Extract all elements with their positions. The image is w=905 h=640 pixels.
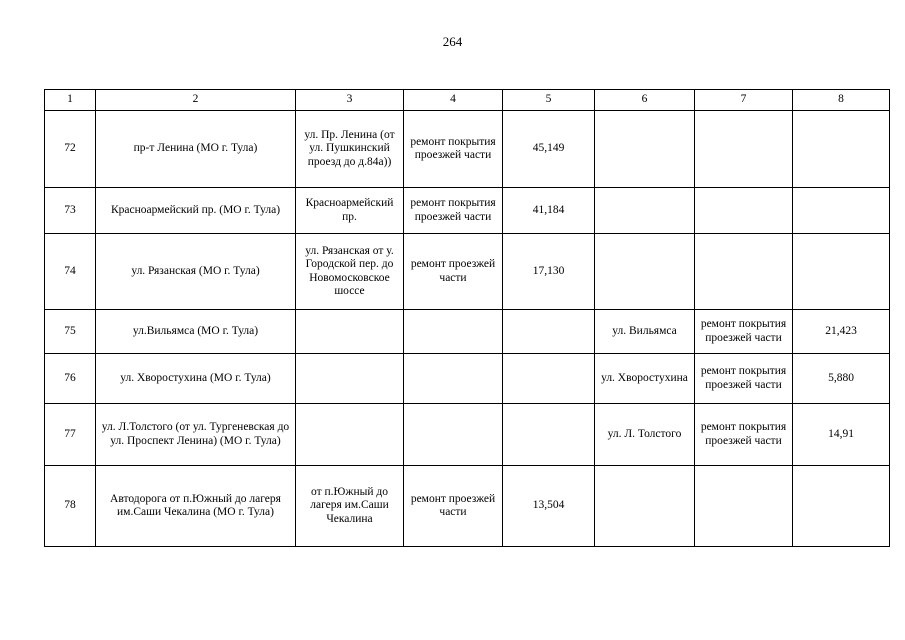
section-description-alt [595, 188, 695, 234]
section-description-alt [595, 466, 695, 547]
section-description-alt: ул. Хворостухина [595, 354, 695, 404]
row-number: 74 [45, 234, 96, 310]
section-description [296, 404, 404, 466]
road-name: Автодорога от п.Южный до лагеря им.Саши Чекалина (МО г. Тула) [96, 466, 296, 547]
work-type-alt: ремонт покрытия проезжей части [695, 354, 793, 404]
road-name: ул.Вильямса (МО г. Тула) [96, 310, 296, 354]
length-value-alt: 14,91 [793, 404, 890, 466]
road-name: ул. Рязанская (МО г. Тула) [96, 234, 296, 310]
table-row [45, 188, 890, 234]
column-header: 8 [793, 90, 890, 111]
length-value: 45,149 [503, 111, 595, 188]
length-value: 41,184 [503, 188, 595, 234]
length-value-alt [793, 466, 890, 547]
row-number: 77 [45, 404, 96, 466]
section-description: от п.Южный до лагеря им.Саши Чекалина [296, 466, 404, 547]
table-row [45, 234, 890, 310]
length-value-alt [793, 234, 890, 310]
column-header: 1 [45, 90, 96, 111]
work-type [404, 404, 503, 466]
road-name: ул. Хворостухина (МО г. Тула) [96, 354, 296, 404]
length-value: 13,504 [503, 466, 595, 547]
row-number: 75 [45, 310, 96, 354]
work-type: ремонт покрытия проезжей части [404, 111, 503, 188]
row-number: 73 [45, 188, 96, 234]
section-description-alt: ул. Л. Толстого [595, 404, 695, 466]
length-value-alt: 21,423 [793, 310, 890, 354]
section-description: ул. Пр. Ленина (от ул. Пушкинский проезд до д.84а)) [296, 111, 404, 188]
section-description-alt [595, 111, 695, 188]
work-type-alt [695, 466, 793, 547]
section-description-alt [595, 234, 695, 310]
section-description [296, 354, 404, 404]
table-row [45, 354, 890, 404]
work-type-alt [695, 111, 793, 188]
table-row [45, 310, 890, 354]
length-value-alt [793, 188, 890, 234]
length-value [503, 310, 595, 354]
page-number: 264 [442, 34, 463, 49]
column-header: 7 [695, 90, 793, 111]
work-type: ремонт проезжей части [404, 466, 503, 547]
road-repair-table [44, 89, 890, 547]
table-row [45, 404, 890, 466]
section-description-alt: ул. Вильямса [595, 310, 695, 354]
work-type [404, 354, 503, 404]
column-header: 4 [404, 90, 503, 111]
column-header: 2 [96, 90, 296, 111]
column-header: 5 [503, 90, 595, 111]
section-description: ул. Рязанская от у. Городской пер. до Новомосковское шоссе [296, 234, 404, 310]
table-row [45, 466, 890, 547]
work-type-alt [695, 234, 793, 310]
road-name: Красноармейский пр. (МО г. Тула) [96, 188, 296, 234]
table-row [45, 111, 890, 188]
length-value: 17,130 [503, 234, 595, 310]
section-description: Красноармейский пр. [296, 188, 404, 234]
row-number: 72 [45, 111, 96, 188]
work-type-alt [695, 188, 793, 234]
road-name: ул. Л.Толстого (от ул. Тургеневская до ул. Проспект Ленина) (МО г. Тула) [96, 404, 296, 466]
work-type-alt: ремонт покрытия проезжей части [695, 310, 793, 354]
work-type: ремонт покрытия проезжей части [404, 188, 503, 234]
length-value-alt: 5,880 [793, 354, 890, 404]
road-name: пр-т Ленина (МО г. Тула) [96, 111, 296, 188]
section-description [296, 310, 404, 354]
length-value [503, 354, 595, 404]
row-number: 78 [45, 466, 96, 547]
length-value [503, 404, 595, 466]
column-header: 3 [296, 90, 404, 111]
column-header: 6 [595, 90, 695, 111]
table-header-row [45, 90, 890, 111]
work-type: ремонт проезжей части [404, 234, 503, 310]
work-type-alt: ремонт покрытия проезжей части [695, 404, 793, 466]
length-value-alt [793, 111, 890, 188]
work-type [404, 310, 503, 354]
row-number: 76 [45, 354, 96, 404]
